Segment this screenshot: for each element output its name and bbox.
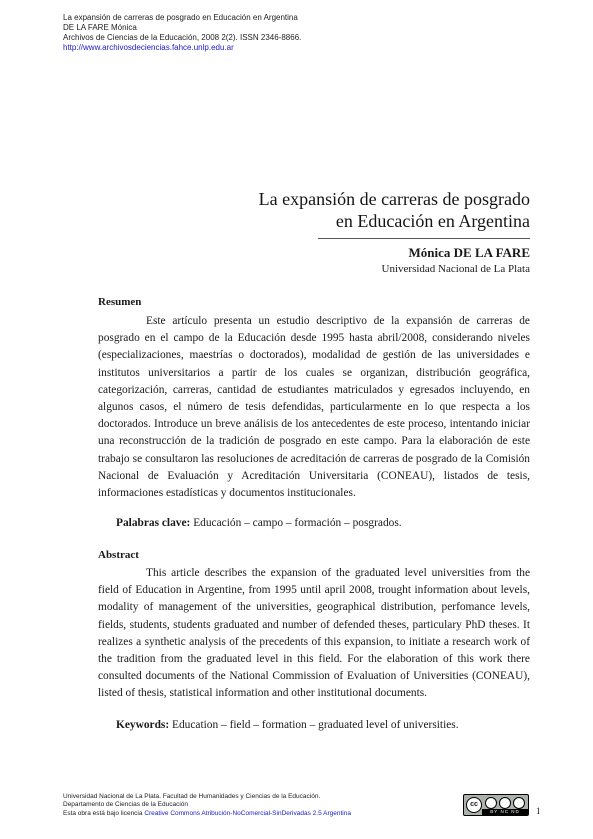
footer-department: Departamento de Ciencias de la Educación [63, 801, 189, 809]
author-name: Mónica DE LA FARE [408, 245, 530, 260]
footer-university: Universidad Nacional de La Plata. Facultad de Humanidades y Ciencias de la Educación. [63, 793, 321, 800]
header-citation: Archivos de Ciencias de la Educación, 2008 2(2). ISSN 2346-8866. [63, 33, 302, 42]
title-line-2: en Educación en Argentina [335, 211, 530, 231]
resumen-heading: Resumen [98, 296, 142, 308]
running-header [63, 13, 301, 53]
abstract-text: This article describes the expansion of the graduated level universities from the field of Education in Argentine, from 1995 until april 2008, trought information about levels, modality of management of the universities, geographical distribution, perfomance levels, fields, students, students graduated and number of defended theses, particulary PhD theses. It realizes a synthetic analysis of the precedents of this expansion, to initiate a research work of the tradition from the graduated level in this field. For the elaboration of this work there consulted documents of the National Commission of Evaluation of Universities (CONEAU), listed of thesis, statistical information and other institutional documents. [98, 567, 530, 700]
abstract-heading: Abstract [98, 549, 139, 561]
cc-license-badge-icon[interactable] [463, 794, 529, 816]
no-derivatives-icon [513, 797, 525, 809]
page-number: 1 [536, 806, 541, 816]
header-author: DE LA FARE Mónica [63, 23, 137, 32]
header-title: La expansión de carreras de posgrado en Educación en Argentina [63, 13, 298, 22]
cc-logo-icon: cc [466, 797, 482, 813]
license-link[interactable]: Creative Commons Atribución-NoComercial-SinDerivadas 2.5 Argentina [144, 809, 351, 817]
palabras-clave-values: Educación – campo – formación – posgrados. [190, 517, 402, 529]
article-title [110, 188, 530, 232]
footer-license-line [63, 810, 463, 818]
by-attribution-icon [485, 797, 497, 809]
cc-terms-strip: BY NC ND [482, 809, 528, 815]
non-commercial-icon [499, 797, 511, 809]
title-divider [318, 238, 530, 239]
author-affiliation: Universidad Nacional de La Plata [381, 263, 530, 275]
header-url-link[interactable]: http://www.archivosdeciencias.fahce.unlp.edu.ar [63, 43, 234, 52]
footer-license-prefix: Esta obra está bajo licencia [63, 809, 145, 817]
palabras-clave [116, 515, 530, 532]
palabras-clave-label: Palabras clave: [116, 517, 191, 529]
keywords-label: Keywords: [116, 719, 170, 731]
resumen-text: Este artículo presenta un estudio descriptivo de la expansión de carreras de posgrado en el campo de la Educación desde 1995 hasta abril/2008, considerando niveles (especializaciones, maestrías o doctorados), modalidad de gestión de las universidades e institutos universitarios a partir de los cuales se organizan, distribución geográfica, categorización, carreras, cantidad de estudiantes matriculados y egresados incluyendo, en algunos casos, el número de tesis defendidas, particularmente en lo que respecta a los doctorados. Introduce un breve análisis de los antecedentes de este proceso, intentando iniciar una reconstrucción de la tradición de posgrado en este campo. Para la elaboración de este trabajo se consultaron las resoluciones de acreditación de carreras de posgrado de la Comisión Nacional de Evaluación y Acreditación Universitaria (CONEAU), listados de tesis, informaciones estadísticas y documentos institucionales. [98, 315, 530, 500]
page-footer [63, 793, 463, 818]
keywords [116, 717, 530, 734]
keywords-values: Education – field – formation – graduated level of universities. [169, 719, 459, 731]
title-line-1: La expansión de carreras de posgrado [258, 189, 530, 209]
